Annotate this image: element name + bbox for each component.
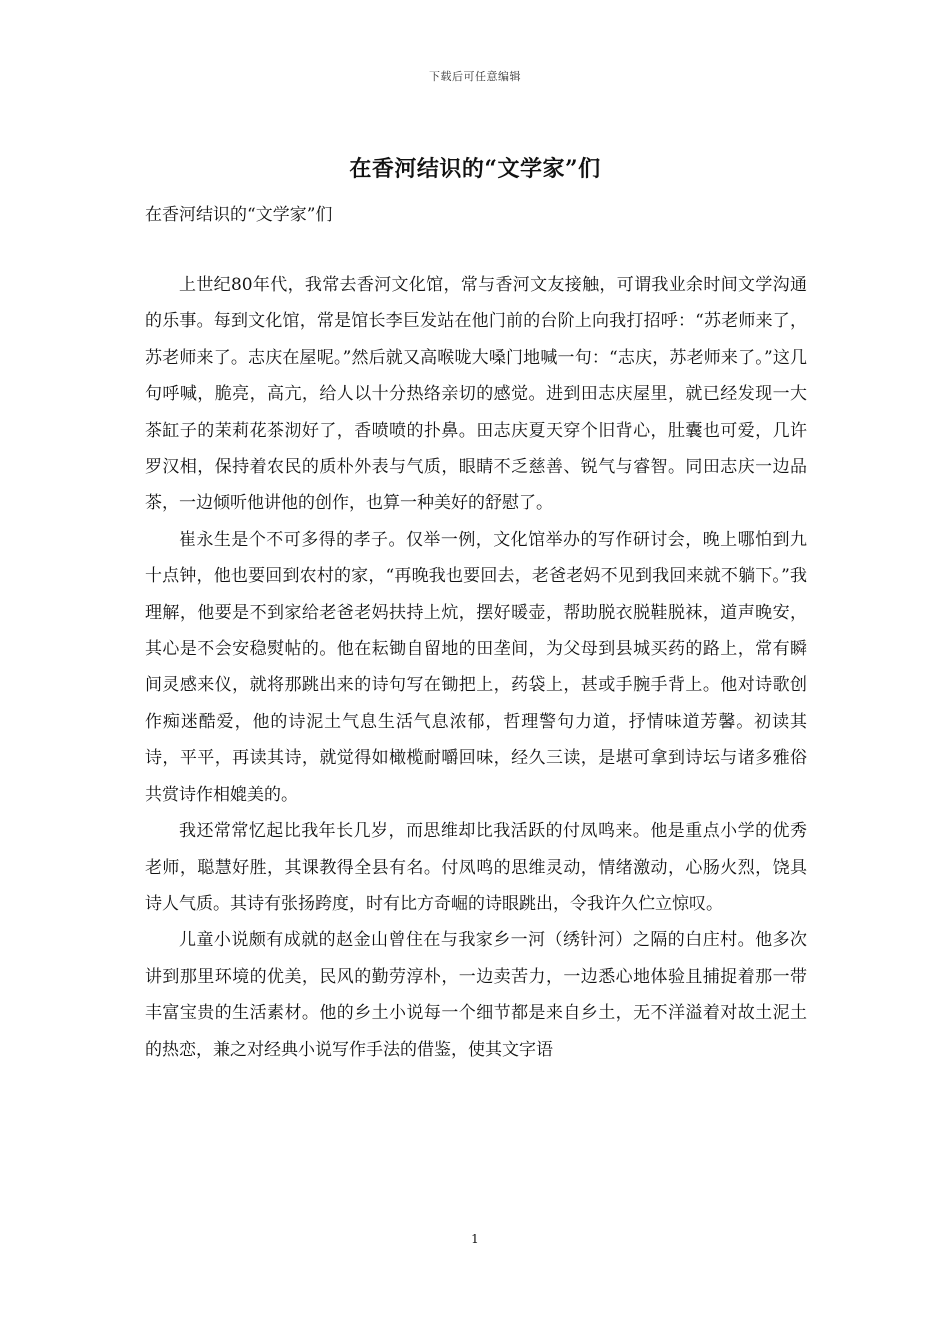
- header-note: 下载后可任意编辑: [429, 70, 521, 83]
- paragraph: 上世纪80年代，我常去香河文化馆，常与香河文友接触，可谓我业余时间文学沟通的乐事。每到文化馆，常是馆长李巨发站在他门前的台阶上向我打招呼：“苏老师来了，苏老师来了。志庆在屋呢。”然后就又高喉咙大嗓门地喊一句：“志庆，苏老师来了。”这几句呼喊，脆亮，高亢，给人以十分热络亲切的感觉。进到田志庆屋里，就已经发现一大茶缸子的茉莉花茶沏好了，香喷喷的扑鼻。田志庆夏天穿个旧背心，肚囊也可爱，几许罗汉相，保持着农民的质朴外表与气质，眼睛不乏慈善、锐气与睿智。同田志庆一边品茶，一边倾听他讲他的创作，也算一种美好的舒慰了。: [145, 275, 807, 514]
- document-subtitle: 在香河结识的“文学家”们: [145, 205, 333, 225]
- document-title: 在香河结识的“文学家”们: [349, 156, 601, 182]
- page-number: 1: [471, 1232, 479, 1246]
- paragraph: 我还常常忆起比我年长几岁，而思维却比我活跃的付凤鸣来。他是重点小学的优秀老师，聪慧好胜，其课教得全县有名。付凤鸣的思维灵动，情绪激动，心肠火烈，饶具诗人气质。其诗有张扬跨度，时有比方奇崛的诗眼跳出，令我许久伫立惊叹。: [145, 821, 807, 914]
- paragraph: 儿童小说颇有成就的赵金山曾住在与我家乡一河（绣针河）之隔的白庄村。他多次讲到那里环境的优美，民风的勤劳淳朴，一边卖苦力，一边悉心地体验且捕捉着那一带丰富宝贵的生活素材。他的乡土小说每一个细节都是来自乡土，无不洋溢着对故土泥土的热恋，兼之对经典小说写作手法的借鉴，使其文字语: [145, 930, 807, 1060]
- paragraph: 崔永生是个不可多得的孝子。仅举一例，文化馆举办的写作研讨会，晚上哪怕到九十点钟，他也要回到农村的家，“再晚我也要回去，老爸老妈不见到我回来就不躺下。”我理解，他要是不到家给老爸老妈扶持上炕，摆好暖壶，帮助脱衣脱鞋脱袜，道声晚安，其心是不会安稳熨帖的。他在耘锄自留地的田垄间，为父母到县城买药的路上，常有瞬间灵感来仪，就将那跳出来的诗句写在锄把上，药袋上，甚或手腕手背上。他对诗歌创作痴迷酷爱，他的诗泥土气息生活气息浓郁，哲理警句力道，抒情味道芳馨。初读其诗，平平，再读其诗，就觉得如橄榄耐嚼回味，经久三读，是堪可拿到诗坛与诸多雅俗共赏诗作相媲美的。: [145, 529, 807, 805]
- document-body: [145, 267, 807, 1068]
